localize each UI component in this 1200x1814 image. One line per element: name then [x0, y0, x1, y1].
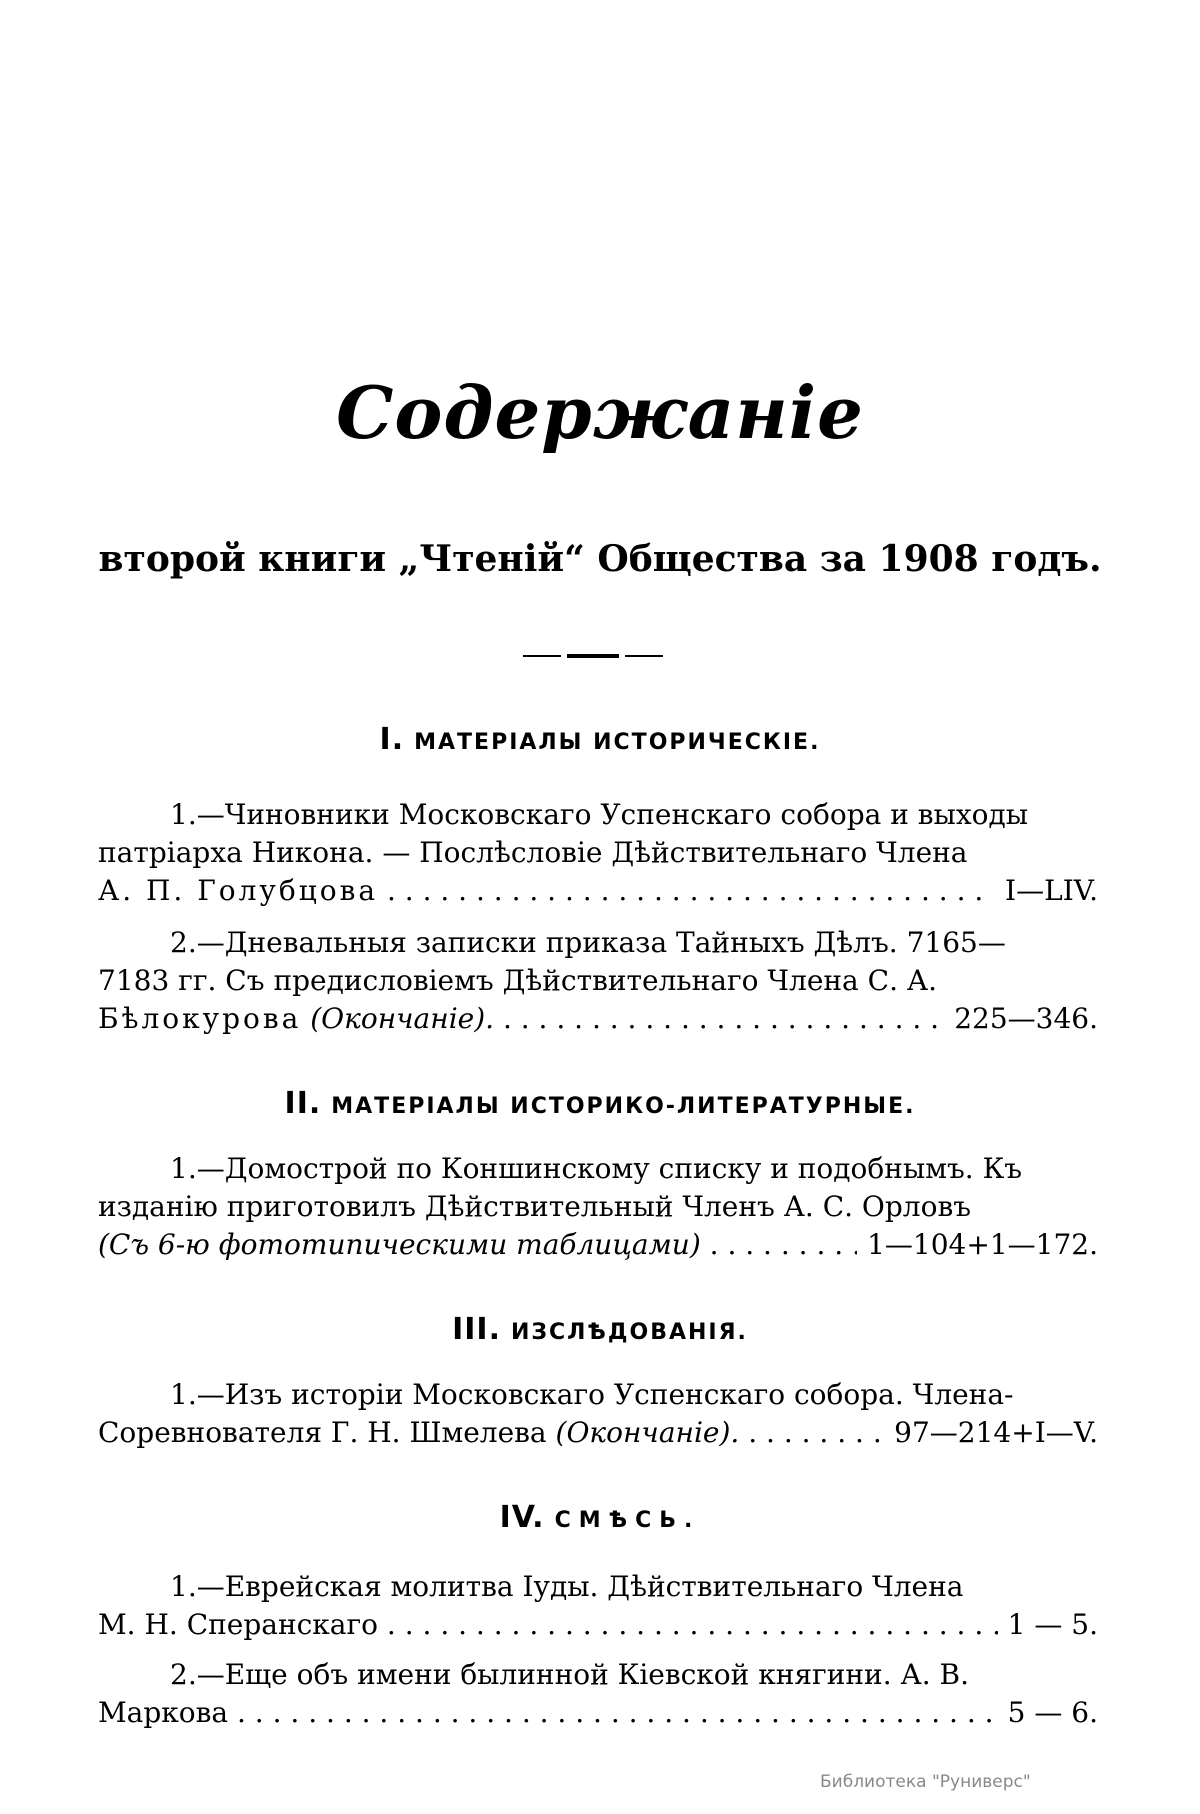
entry-pages: I—LIV. — [1005, 874, 1098, 907]
entry-pages: 5 — 6. — [1007, 1696, 1098, 1729]
toc-entry — [98, 924, 1098, 1038]
entry-line: 1.—Изъ исторіи Московскаго Успенскаго собора. Члена- — [170, 1378, 1014, 1411]
page-subtitle: второй книги „Чтеній“ Общества за 1908 годъ. — [98, 538, 1102, 580]
entry-pages: 97—214+I—V. — [894, 1416, 1098, 1449]
entry-leader — [98, 872, 995, 910]
entry-author: Бѣлокурова — [98, 1002, 302, 1035]
entry-last-line — [98, 872, 1098, 910]
section-number: II. — [284, 1086, 322, 1121]
rule-center — [567, 654, 619, 658]
entry-line: изданію приготовилъ Дѣйствительный Членъ А. С. Орловъ — [98, 1190, 972, 1223]
section-heading-4 — [0, 1500, 1200, 1535]
entry-author: Соревнователя Г. Н. Шмелева — [98, 1416, 547, 1449]
entry-last-line — [98, 1000, 1098, 1038]
entry-author: А. П. Голубцова — [98, 874, 379, 907]
toc-entry — [98, 1376, 1098, 1452]
section-title: СМѢСЬ. — [554, 1508, 701, 1533]
entry-author: М. Н. Сперанскаго — [98, 1608, 379, 1641]
entry-line: 1.—Домострой по Коншинскому списку и подобнымъ. Къ — [170, 1152, 1023, 1185]
entry-leader — [98, 1694, 998, 1732]
entry-pages: 1—104+1—172. — [867, 1228, 1098, 1261]
entry-last-line — [98, 1414, 1098, 1452]
entry-line: 1.—Еврейская молитва Іуды. Дѣйствительнаго Члена — [170, 1570, 964, 1603]
entry-note: (Съ 6-ю фототипическими таблицами) — [98, 1228, 701, 1261]
entry-last-line — [98, 1694, 1098, 1732]
section-number: I. — [379, 722, 405, 757]
decorative-rule — [523, 654, 663, 657]
entry-line: 2.—Еще объ имени былинной Кіевской княгини. А. В. — [170, 1658, 969, 1691]
section-title: МАТЕРІАЛЫ ИСТОРИЧЕСКІЕ. — [414, 730, 821, 755]
section-heading-2 — [0, 1086, 1200, 1121]
entry-note: (Окончаніе). — [310, 1002, 495, 1035]
section-title: ИЗСЛѢДОВАНІЯ. — [510, 1320, 748, 1345]
entry-pages: 225—346. — [954, 1002, 1098, 1035]
entry-author: Маркова — [98, 1696, 229, 1729]
section-number: III. — [452, 1312, 501, 1347]
toc-entry — [98, 1568, 1098, 1644]
section-heading-1 — [0, 722, 1200, 757]
entry-leader — [98, 1226, 857, 1264]
rule-left — [523, 655, 561, 657]
section-title: МАТЕРІАЛЫ ИСТОРИКО-ЛИТЕРАТУРНЫЕ. — [331, 1094, 916, 1119]
toc-entry — [98, 1656, 1098, 1732]
rule-right — [625, 655, 663, 657]
page-title: Содержаніе — [336, 370, 864, 455]
entry-line: 7183 гг. Съ предисловіемъ Дѣйствительнаго Члена С. А. — [98, 964, 937, 997]
entry-line: 1.—Чиновники Московскаго Успенскаго собора и выходы — [170, 798, 1028, 831]
library-watermark: Библиотека "Руниверс" — [820, 1772, 1031, 1792]
entry-note: (Окончаніе). — [555, 1416, 740, 1449]
toc-entry — [98, 796, 1098, 910]
section-number: IV. — [499, 1500, 545, 1535]
entry-line: патріарха Никона. — Послѣсловіе Дѣйствительнаго Члена — [98, 836, 968, 869]
entry-last-line — [98, 1606, 1098, 1644]
entry-leader — [98, 1000, 944, 1038]
toc-entry — [98, 1150, 1098, 1264]
entry-line: 2.—Дневальныя записки приказа Тайныхъ Дѣлъ. 7165— — [170, 926, 1006, 959]
entry-last-line — [98, 1226, 1098, 1264]
section-heading-3 — [0, 1312, 1200, 1347]
entry-pages: 1 — 5. — [1007, 1608, 1098, 1641]
entry-leader — [98, 1414, 884, 1452]
entry-leader — [98, 1606, 998, 1644]
